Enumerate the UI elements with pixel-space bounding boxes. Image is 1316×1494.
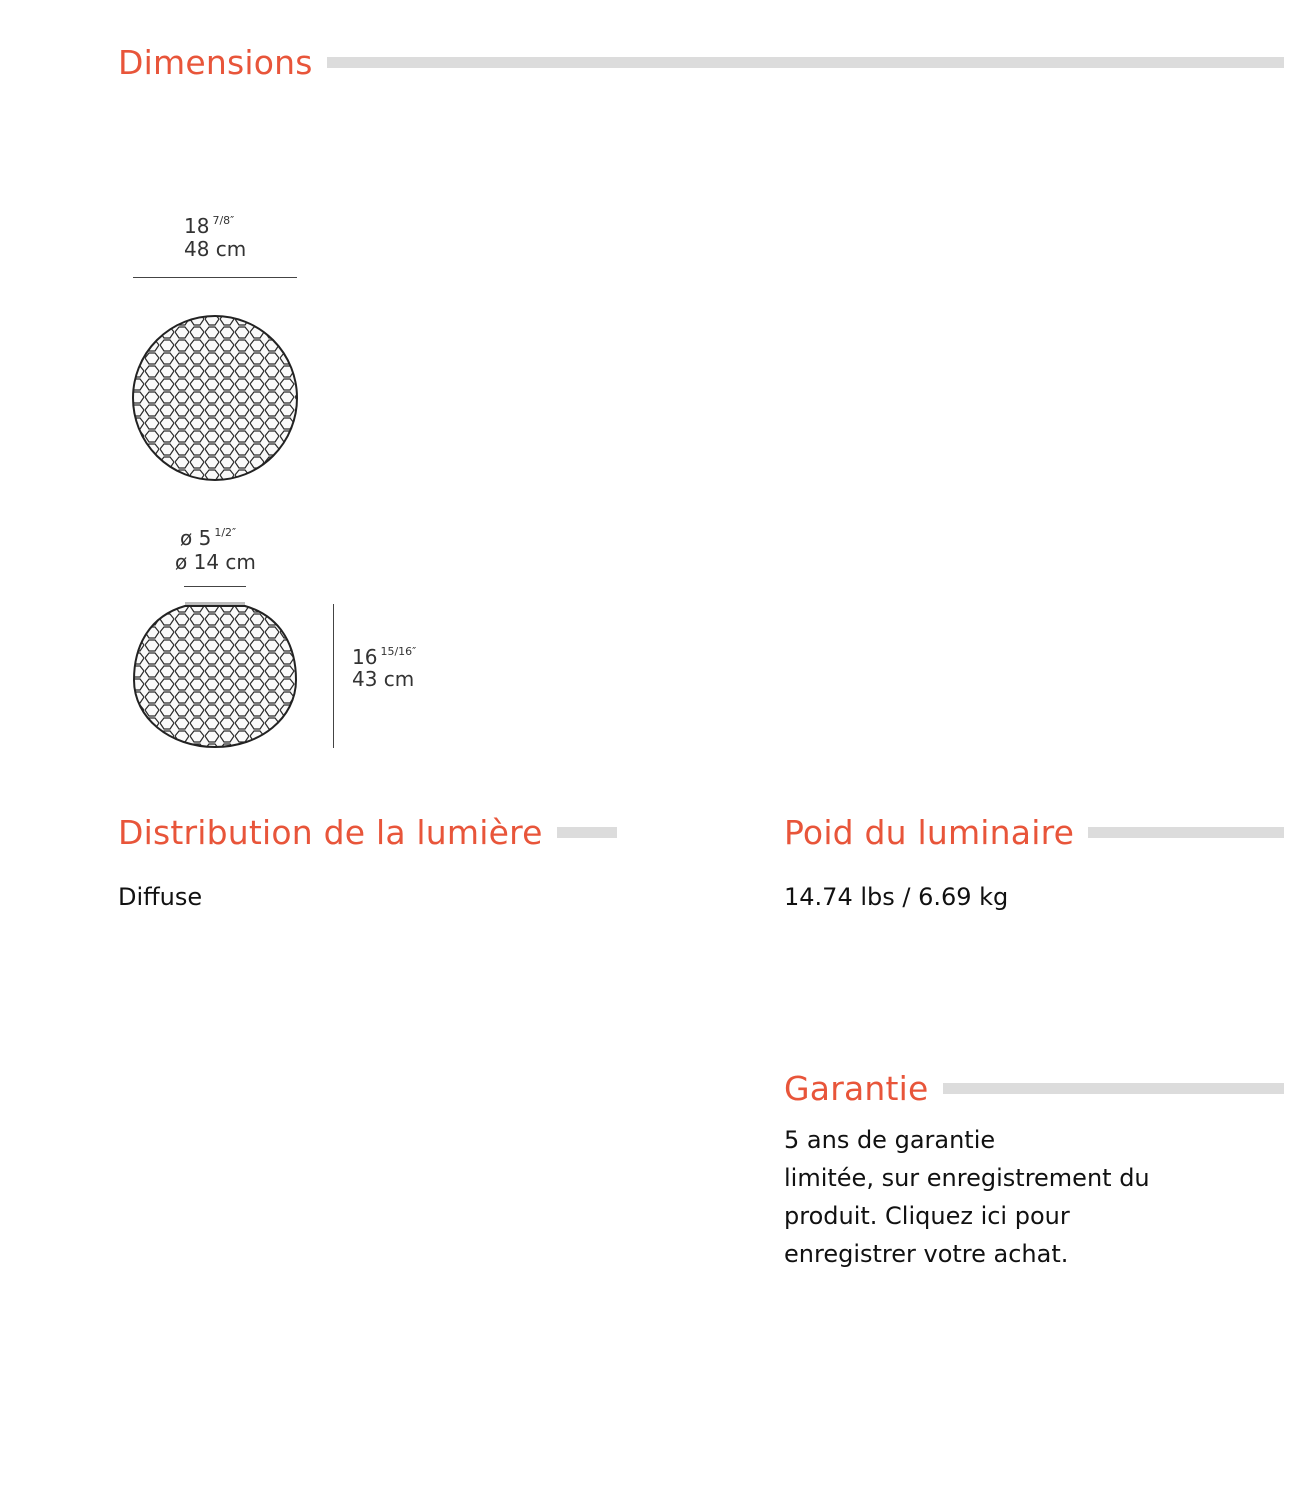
- canopy-inch-value: ø 5: [180, 526, 212, 550]
- section-divider: [943, 1083, 1284, 1094]
- warranty-line: 5 ans de garantie: [784, 1126, 996, 1154]
- width-cm-label: 48 cm: [184, 237, 247, 261]
- width-dimension-line: [133, 277, 297, 278]
- weight-value: 14.74 lbs / 6.69 kg: [784, 883, 1009, 911]
- distribution-header: [118, 813, 617, 852]
- distribution-value: Diffuse: [118, 883, 203, 911]
- warranty-register-link[interactable]: produit. Cliquez ici pour: [784, 1202, 1070, 1230]
- weight-header: [784, 813, 1284, 852]
- warranty-header: [784, 1069, 1284, 1108]
- weight-title: Poid du luminaire: [784, 813, 1075, 852]
- dimensions-header: [118, 43, 1284, 82]
- height-inch-fraction: 15/16″: [380, 645, 417, 658]
- lamp-top-view-drawing: [130, 313, 300, 483]
- canopy-dimension-line: [184, 586, 246, 587]
- height-cm-label: 43 cm: [352, 667, 415, 691]
- lamp-side-view-drawing: [130, 600, 300, 750]
- dimensions-title: Dimensions: [118, 43, 313, 82]
- section-divider: [327, 57, 1284, 68]
- warranty-text: [784, 1121, 1224, 1273]
- distribution-title: Distribution de la lumière: [118, 813, 543, 852]
- height-inch-value: 16: [352, 645, 378, 669]
- height-dimension-line: [333, 604, 334, 748]
- section-divider: [1088, 827, 1284, 838]
- warranty-line: enregistrer votre achat.: [784, 1240, 1069, 1268]
- section-divider: [557, 827, 617, 838]
- width-inch-fraction: 7/8″: [212, 214, 235, 227]
- width-inch-value: 18: [184, 214, 210, 238]
- warranty-line: limitée, sur enregistrement du: [784, 1164, 1150, 1192]
- canopy-inch-fraction: 1/2″: [214, 526, 237, 539]
- canopy-cm-label: ø 14 cm: [175, 550, 256, 574]
- warranty-title: Garantie: [784, 1069, 929, 1108]
